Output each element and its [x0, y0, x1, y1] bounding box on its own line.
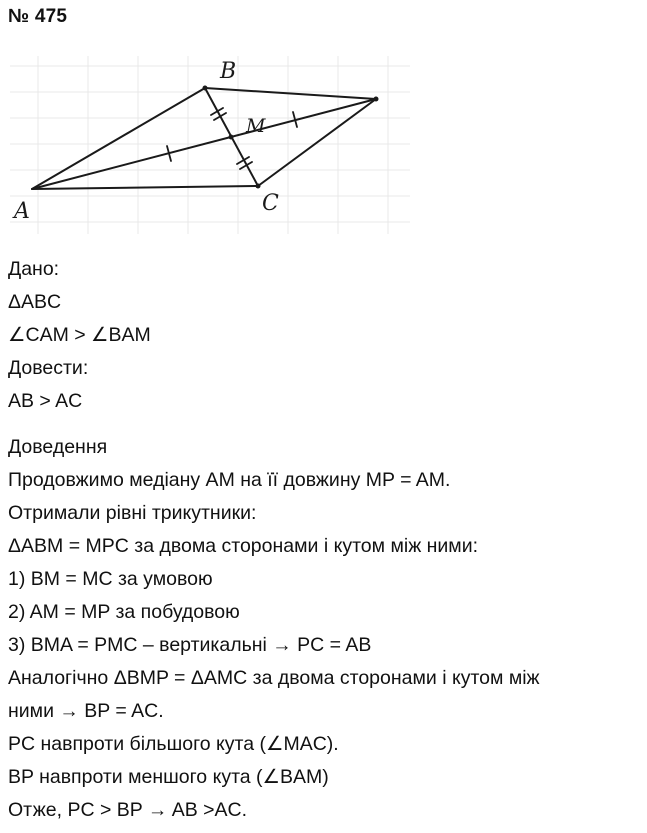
- figure-lines: [32, 88, 376, 189]
- label-m: M: [246, 115, 266, 137]
- proof-line: Отже, PC > BP → AB >AC.: [8, 799, 248, 821]
- midpoint-m-dot: [229, 135, 234, 140]
- vertex-p-dot: [374, 97, 379, 102]
- proof-line: BP навпроти меншого кута (∠BAM): [8, 766, 329, 788]
- proof-line: Отримали рівні трикутники:: [8, 502, 257, 524]
- given-item: ∠CAM > ∠BAM: [8, 324, 151, 346]
- proof-line: 1) BM = MC за умовою: [8, 568, 213, 590]
- grid-background: [10, 56, 410, 234]
- label-c: C: [262, 191, 279, 216]
- proof-line: 3) BMA = PMC – вертикальні → PC = AB: [8, 634, 372, 656]
- proof-title: Доведення: [8, 436, 108, 458]
- vertex-c-dot: [256, 184, 261, 189]
- segment-bp: [205, 88, 376, 99]
- segment-cp: [258, 99, 376, 186]
- proof-line: Продовжимо медіану AM на її довжину MP = AM.: [8, 469, 451, 491]
- problem-number: № 475: [8, 6, 68, 27]
- prove-statement: AB > AC: [8, 390, 83, 412]
- segment-ab: [32, 88, 205, 189]
- vertex-dots: [203, 86, 379, 189]
- proof-line: 2) AM = MP за побудовою: [8, 601, 240, 623]
- proof-line: PC навпроти більшого кута (∠MAC).: [8, 733, 339, 755]
- label-a: A: [14, 199, 30, 224]
- proof-line: ними → BP = AC.: [8, 700, 164, 722]
- label-b: B: [220, 59, 237, 84]
- proof-line: Аналогічно ΔBMP = ΔAMC за двома сторонами і кутом між: [8, 667, 540, 689]
- given-item: ΔABC: [8, 291, 62, 313]
- vertex-b-dot: [203, 86, 208, 91]
- proof-line: ΔABM = MPC за двома сторонами і кутом між ними:: [8, 535, 479, 557]
- geometry-figure: [0, 48, 420, 238]
- given-title: Дано:: [8, 258, 60, 280]
- segment-ac: [32, 186, 258, 189]
- prove-title: Довести:: [8, 357, 89, 379]
